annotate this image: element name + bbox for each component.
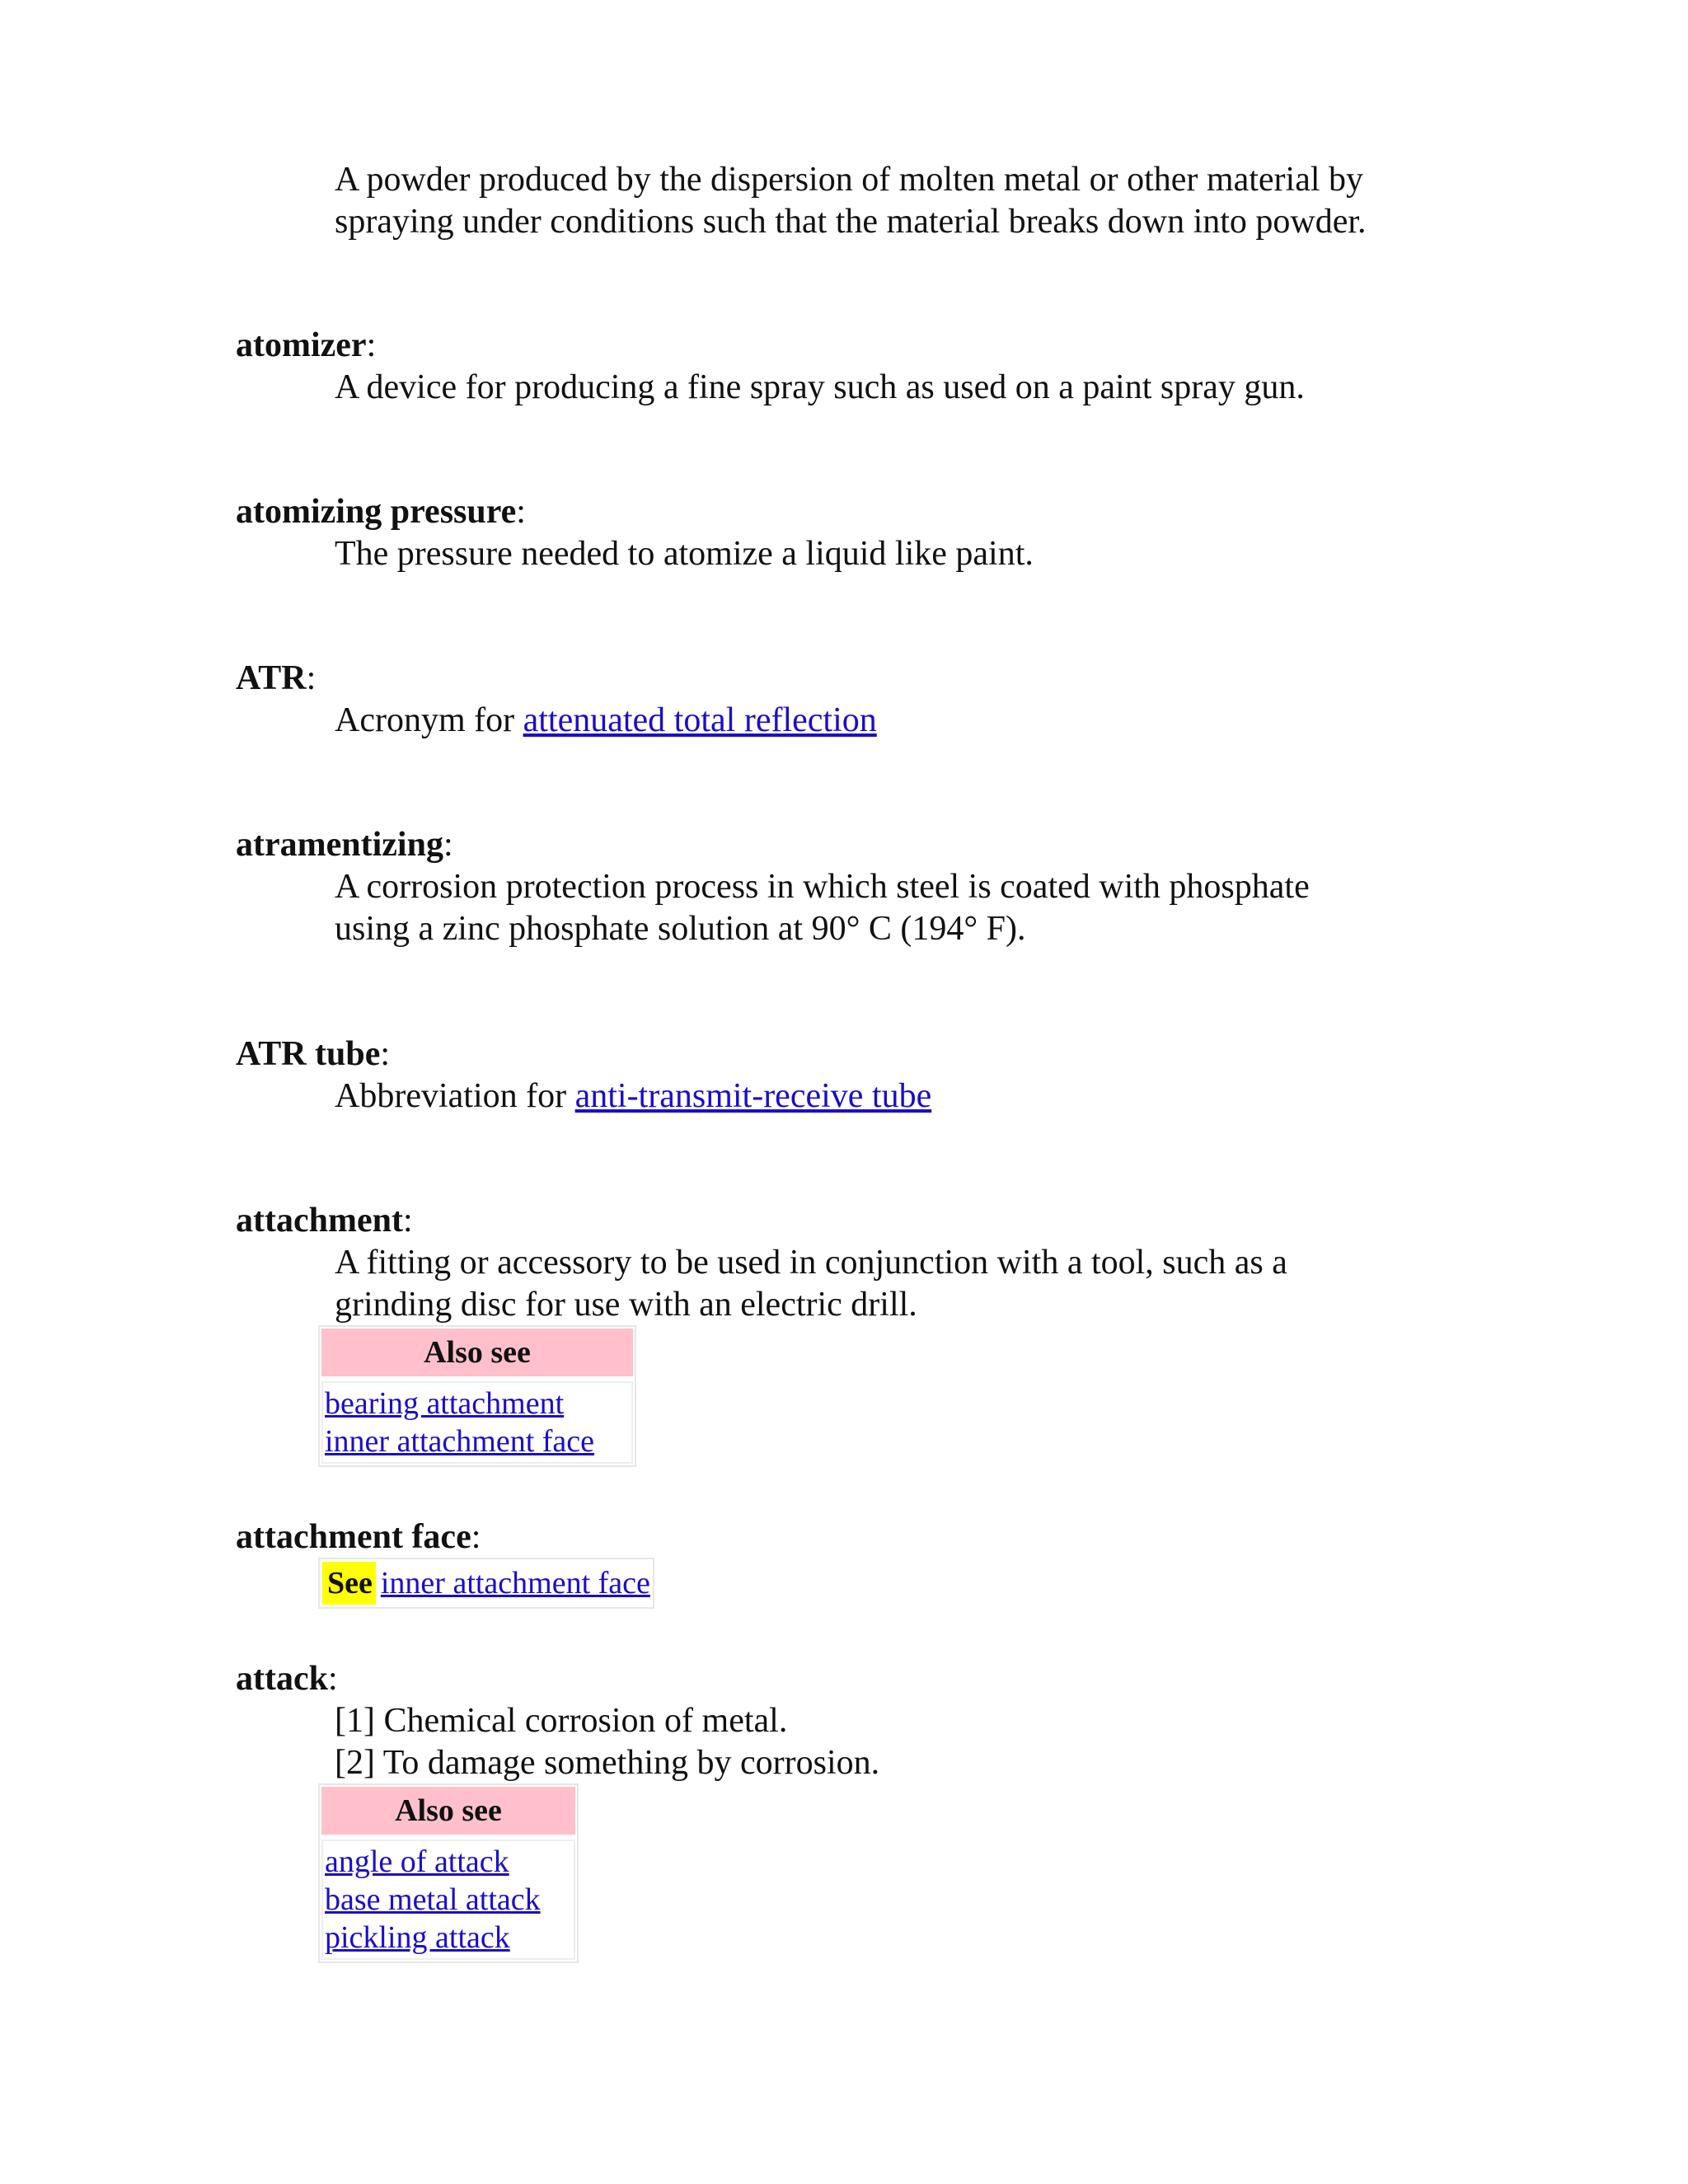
definition-atr-tube [335,1076,1489,1118]
also-see-heading: Also see [321,1329,633,1376]
definition-line: A powder produced by the dispersion of molten metal or other material by [335,161,1364,199]
link-inner-attachment-face[interactable]: inner attachment face [325,1424,595,1459]
term-label: attachment face [236,1518,471,1556]
definition-atomizer [335,367,1489,409]
link-angle-of-attack[interactable]: angle of attack [325,1844,509,1879]
link-anti-transmit-receive-tube[interactable]: anti-transmit-receive tube [574,1077,932,1115]
link-bearing-attachment[interactable]: bearing attachment [325,1386,565,1421]
definition-line: A device for producing a fine spray such as used on a paint spray gun. [335,368,1305,406]
definition-prefix: Abbreviation for [335,1077,575,1115]
link-pickling-attack[interactable]: pickling attack [325,1920,510,1955]
term-label: atomizing pressure [236,493,517,531]
term-label: atomizer [236,326,367,364]
definition-line: A fitting or accessory to be used in conjunction with a tool, such as a [335,1244,1287,1282]
definition-line: [2] To damage something by corrosion. [335,1744,880,1782]
definition-atramentizing [335,866,1489,950]
also-see-heading: Also see [321,1787,575,1835]
link-base-metal-attack[interactable]: base metal attack [325,1882,541,1917]
definition-attachment [335,1242,1489,1326]
definition-atr [335,700,1489,742]
term-label: attachment [236,1202,403,1240]
definition-atomizing-pressure [335,533,1489,575]
definition-line: using a zinc phosphate solution at 90° C (194° F). [335,910,1026,948]
definition-line: [1] Chemical corrosion of metal. [335,1702,788,1740]
definition-line: A corrosion protection process in which steel is coated with phosphate [335,868,1310,906]
term-label: ATR [236,659,307,697]
term-label: atramentizing [236,826,443,864]
see-box-attachment-face [318,1558,654,1609]
term-label: ATR tube [236,1035,381,1073]
definition-atomized-powder [335,159,1489,243]
definition-line: grinding disc for use with an electric drill. [335,1286,917,1324]
definition-prefix: Acronym for [335,701,523,739]
term-atr-tube: ATR tube: [236,1035,391,1073]
also-see-list [321,1381,633,1464]
definition-line: The pressure needed to atomize a liquid like paint. [335,535,1034,573]
term-label: attack [236,1660,328,1698]
term-atramentizing: atramentizing: [236,826,453,864]
term-atomizing-pressure: atomizing pressure: [236,493,526,531]
also-see-box-attachment [318,1325,636,1467]
also-see-box-attack [318,1783,579,1963]
term-atr: ATR: [236,659,316,697]
see-label: See [322,1562,376,1605]
link-inner-attachment-face[interactable]: inner attachment face [380,1566,650,1601]
term-attack: attack: [236,1660,338,1698]
also-see-list [321,1840,575,1960]
definition-attack [335,1700,1489,1784]
definition-line: spraying under conditions such that the material breaks down into powder. [335,203,1367,241]
term-attachment: attachment: [236,1202,413,1240]
term-attachment-face: attachment face: [236,1518,481,1556]
link-attenuated-total-reflection[interactable]: attenuated total reflection [523,701,877,739]
term-atomizer: atomizer: [236,326,377,364]
